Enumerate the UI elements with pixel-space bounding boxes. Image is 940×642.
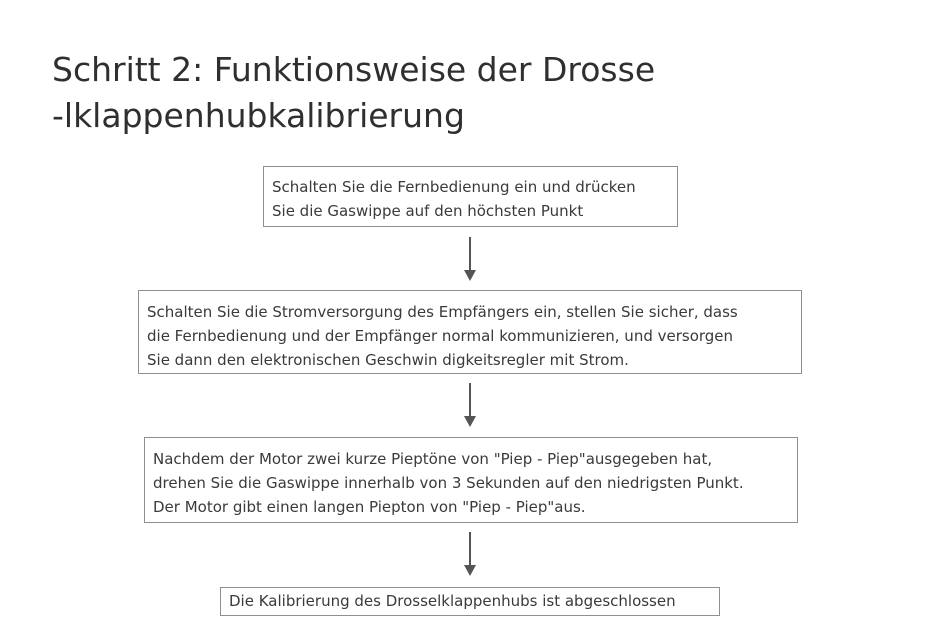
flow-step-2-line-2: die Fernbedienung und der Empfänger normal kommunizieren, und versorgen [147, 327, 734, 345]
flow-step-3-box [144, 437, 798, 523]
flow-step-4-line-1: Die Kalibrierung des Drosselklappenhubs ist abgeschlossen [229, 592, 676, 610]
flow-step-2-line-3: Sie dann den elektronischen Geschwin digkeitsregler mit Strom. [147, 351, 629, 369]
page-title [52, 47, 912, 139]
page-title-line-1: Schritt 2: Funktionsweise der Drosse [52, 50, 656, 89]
flow-step-3-line-3: Der Motor gibt einen langen Piepton von "Piep - Piep"aus. [153, 498, 586, 516]
flow-arrow-down-icon [469, 237, 471, 271]
flow-step-2-box [138, 290, 802, 374]
flow-step-3-line-1: Nachdem der Motor zwei kurze Pieptöne von "Piep - Piep"ausgegeben hat, [153, 450, 713, 468]
flow-step-1-line-1: Schalten Sie die Fernbedienung ein und drücken [272, 178, 636, 196]
flow-step-1-box [263, 166, 678, 227]
flow-arrow-down-icon [469, 383, 471, 417]
page-title-line-2: -lklappenhubkalibrierung [52, 96, 465, 135]
flow-step-4-box [220, 587, 720, 616]
flow-arrow-down-icon [469, 532, 471, 566]
flow-step-2-line-1: Schalten Sie die Stromversorgung des Empfängers ein, stellen Sie sicher, dass [147, 303, 738, 321]
flow-step-3-line-2: drehen Sie die Gaswippe innerhalb von 3 Sekunden auf den niedrigsten Punkt. [153, 474, 744, 492]
flow-step-1-line-2: Sie die Gaswippe auf den höchsten Punkt [272, 202, 584, 220]
